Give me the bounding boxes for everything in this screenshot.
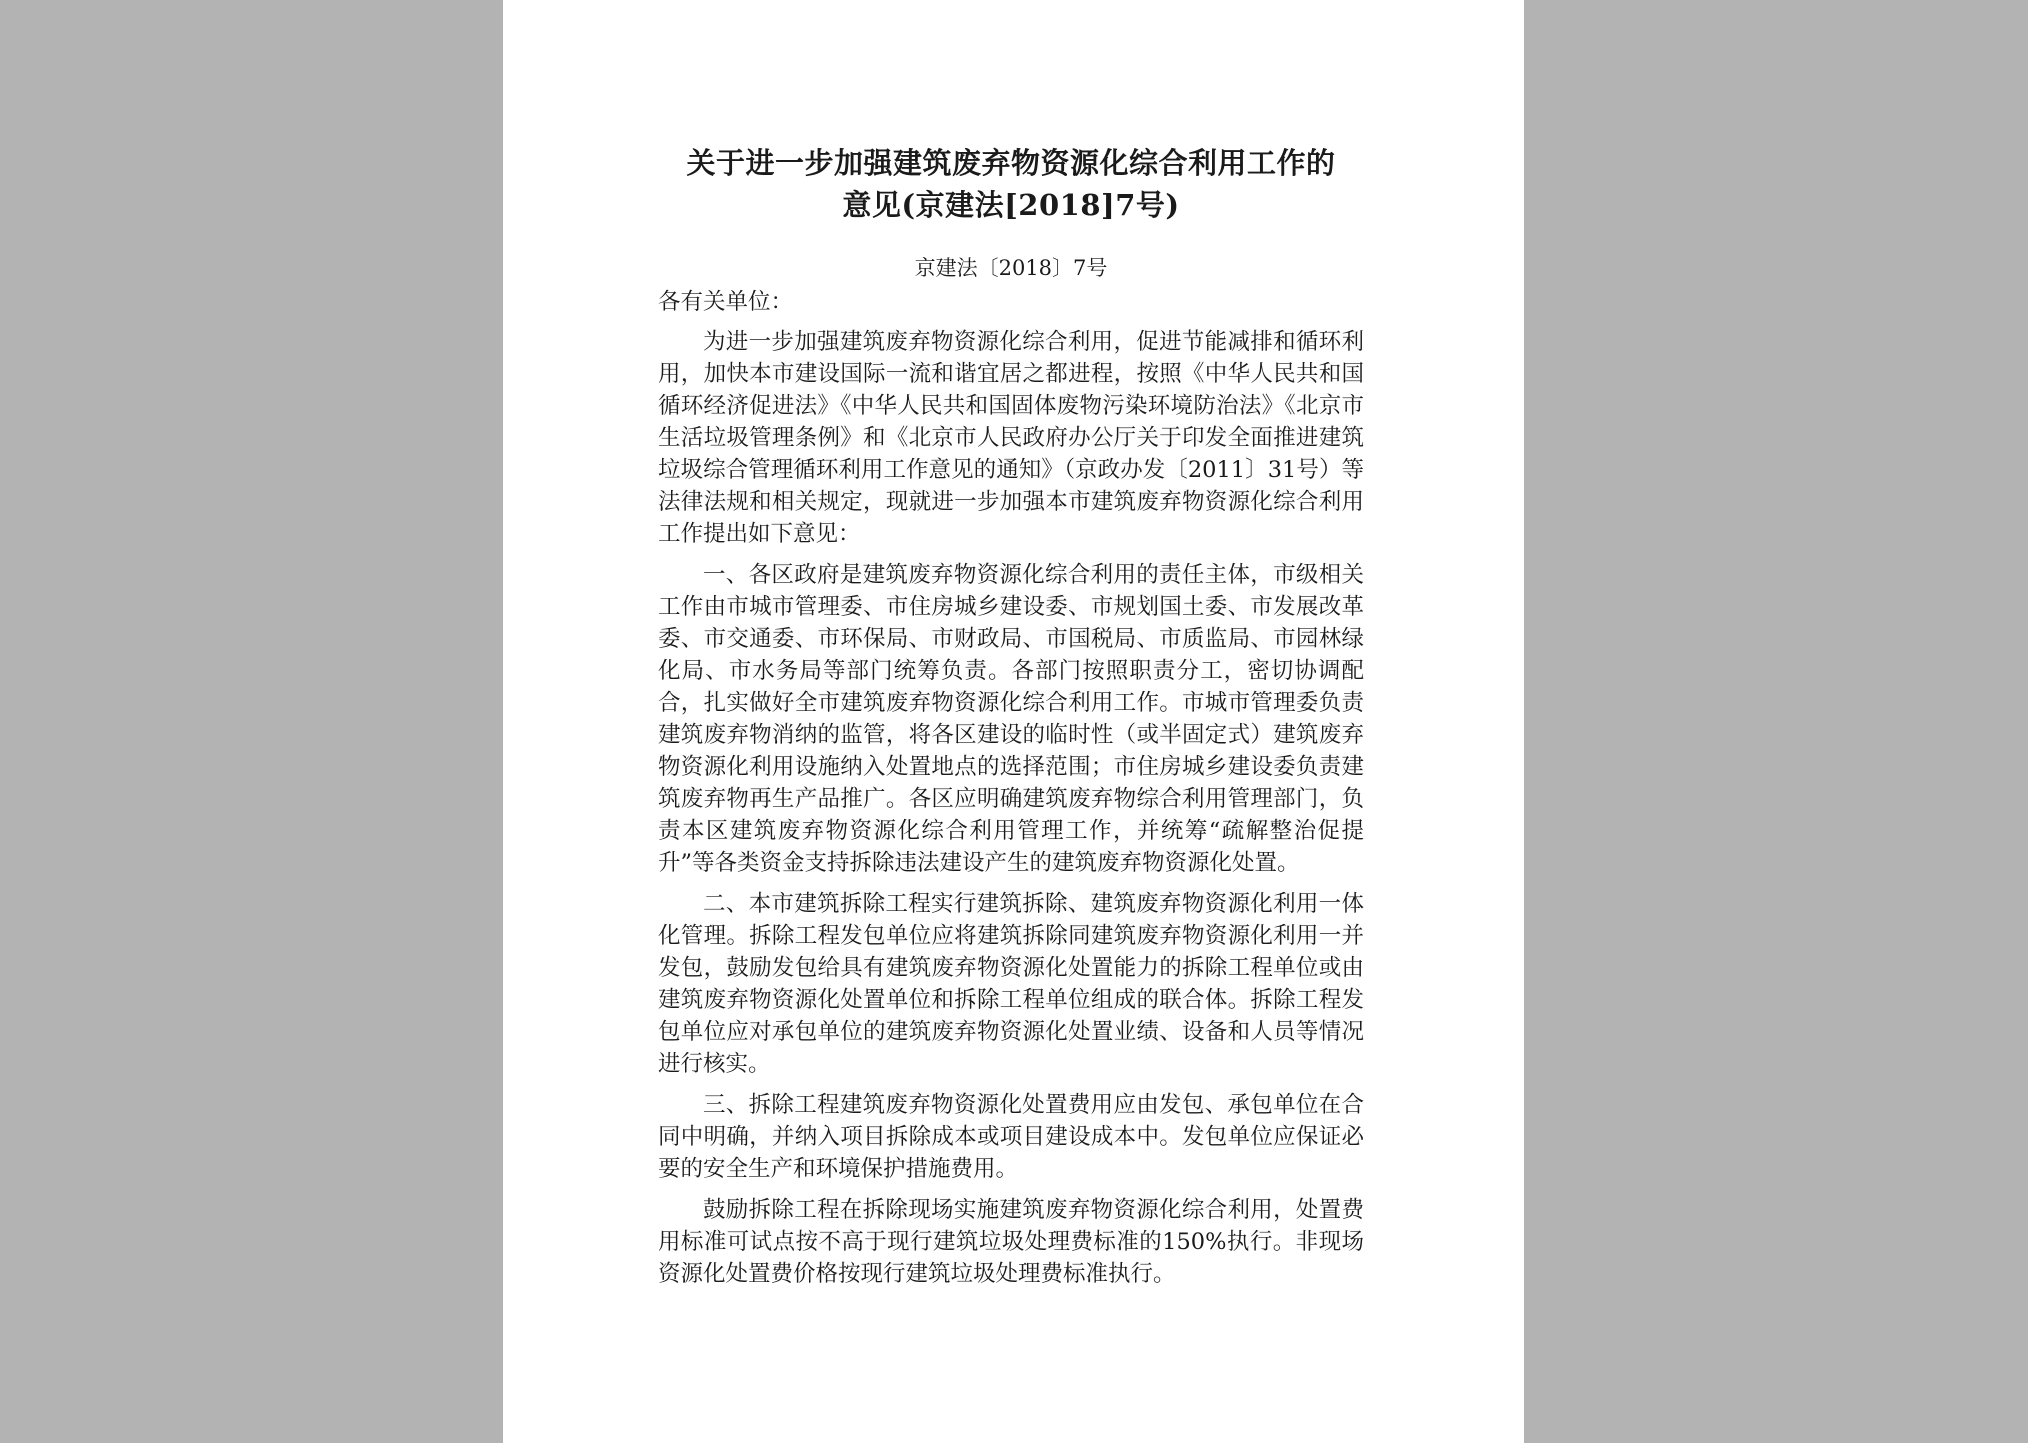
document-number: 京建法〔2018〕7号 <box>914 256 1108 280</box>
title-line-1: 关于进一步加强建筑废弃物资源化综合利用工作的 <box>686 146 1336 180</box>
document-title <box>658 142 1364 226</box>
document-page <box>503 0 1524 1443</box>
paragraph-item-2: 二、本市建筑拆除工程实行建筑拆除、建筑废弃物资源化利用一体化管理。拆除工程发包单位应将建筑拆除同建筑废弃物资源化利用一并发包，鼓励发包给具有建筑废弃物资源化处置能力的拆除工程单位或由建筑废弃物资源化处置单位和拆除工程单位组成的联合体。拆除工程发包单位应对承包单位的建筑废弃物资源化处置业绩、设备和人员等情况进行核实。 <box>658 891 1364 1077</box>
paragraph-item-3: 三、拆除工程建筑废弃物资源化处置费用应由发包、承包单位在合同中明确，并纳入项目拆除成本或项目建设成本中。发包单位应保证必要的安全生产和环境保护措施费用。 <box>658 1092 1364 1182</box>
paragraph-item-1: 一、各区政府是建筑废弃物资源化综合利用的责任主体，市级相关工作由市城市管理委、市住房城乡建设委、市规划国土委、市发展改革委、市交通委、市环保局、市财政局、市国税局、市质监局、市园林绿化局、市水务局等部门统筹负责。各部门按照职责分工，密切协调配合，扎实做好全市建筑废弃物资源化综合利用工作。市城市管理委负责建筑废弃物消纳的监管，将各区建设的临时性（或半固定式）建筑废弃物资源化利用设施纳入处置地点的选择范围；市住房城乡建设委负责建筑废弃物再生产品推广。各区应明确建筑废弃物综合利用管理部门，负责本区建筑废弃物资源化综合利用管理工作，并统筹“疏解整治促提升”等各类资金支持拆除违法建设产生的建筑废弃物资源化处置。 <box>658 562 1364 876</box>
salutation: 各有关单位： <box>658 289 794 315</box>
document-content <box>658 142 1364 1299</box>
paragraph-item-3-supplement: 鼓励拆除工程在拆除现场实施建筑废弃物资源化综合利用，处置费用标准可试点按不高于现行建筑垃圾处理费标准的150%执行。非现场资源化处置费价格按现行建筑垃圾处理费标准执行。 <box>658 1197 1364 1287</box>
title-line-2: 意见(京建法[2018]7号) <box>842 188 1180 222</box>
paragraph-preamble: 为进一步加强建筑废弃物资源化综合利用，促进节能减排和循环利用，加快本市建设国际一流和谐宜居之都进程，按照《中华人民共和国循环经济促进法》《中华人民共和国固体废物污染环境防治法》《北京市生活垃圾管理条例》和《北京市人民政府办公厅关于印发全面推进建筑垃圾综合管理循环利用工作意见的通知》（京政办发〔2011〕31号）等法律法规和相关规定，现就进一步加强本市建筑废弃物资源化综合利用工作提出如下意见： <box>658 329 1364 547</box>
